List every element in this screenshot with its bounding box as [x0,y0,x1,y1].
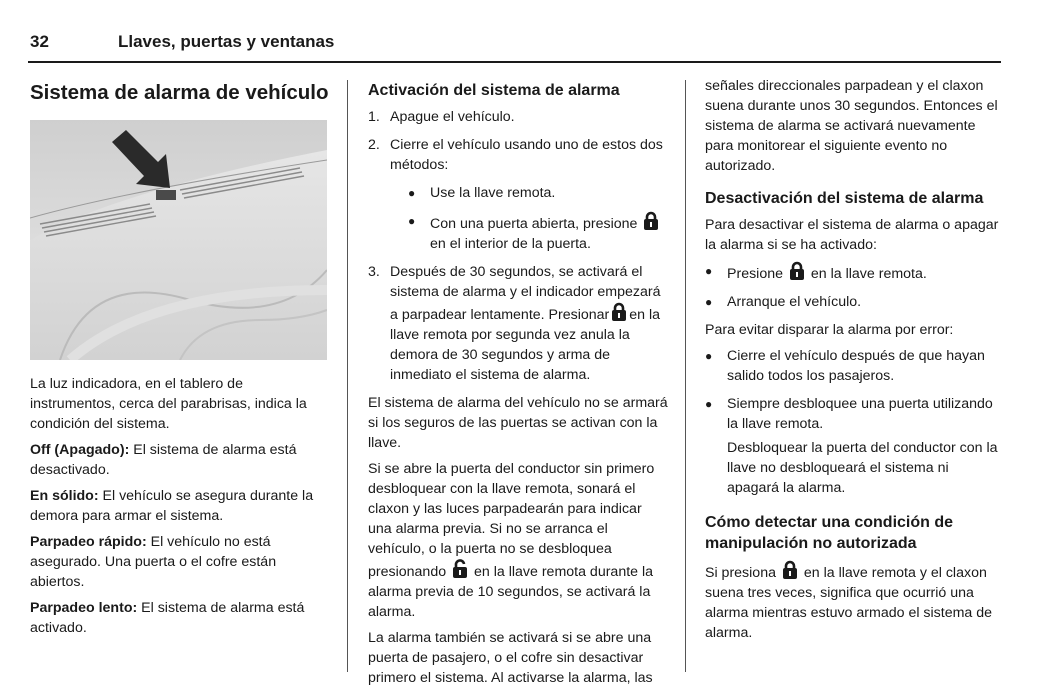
list-item: ● Siempre desbloquee una puerta utilizando la llave remota. [705,396,993,432]
dashboard-photo [30,120,327,360]
lock-icon [782,560,798,580]
alarm-indicator-light [156,190,176,200]
paragraph: Para desactivar el sistema de alarma o apagar la alarma si se ha activado: [705,217,999,253]
column-divider [685,80,686,672]
column-divider [347,80,348,672]
lock-icon [789,261,805,281]
section-heading: Desactivación del sistema de alarma [705,190,984,207]
lock-icon [611,302,627,322]
paragraph: Si presiona en la llave remota y el claxon suena tres veces, significa que ocurrió una alarma mientras estuvo armado el sistema de alarma. [705,560,1003,643]
page-number: 32 [30,32,49,51]
unlock-icon [452,559,468,579]
indicator-state: Off (Apagado): El sistema de alarma está desactivado. [30,442,297,478]
list-item: ● Use la llave remota. [408,185,556,201]
lock-icon [643,211,659,231]
photo-caption: La luz indicadora, en el tablero de instrumentos, cerca del parabrisas, indica la condición del sistema. [30,376,307,432]
paragraph: La alarma también se activará si se abre una puerta de pasajero, o el cofre sin desactivar primero el sistema. Al activarse la alarma, las [368,630,653,686]
list-item: 2. Cierre el vehículo usando uno de estos dos métodos: [368,137,663,173]
paragraph: Si se abre la puerta del conductor sin primero desbloquear con la llave remota, sonará el claxon y las luces parpadearán para indicar una alarma previa. Si no se arranca el vehículo, o la puerta no se desbloquea presionando en la llave remota durante la alarma previa de 10 segundos, se activará la alarma. [368,461,655,620]
list-item: ● Con una puerta abierta, presione en el interior de la puerta. [368,211,668,254]
column-1 [30,76,330,644]
list-item: ● Presione en la llave remota. [705,261,1003,284]
indicator-state: En sólido: El vehículo se asegura durante la demora para armar el sistema. [30,488,314,524]
section-heading: Sistema de alarma de vehículo [30,81,329,104]
header-rule [28,61,1001,63]
steps-list [368,107,668,385]
column-3 [705,76,1003,649]
indicator-state: Parpadeo rápido: El vehículo no está asegurado. Una puerta o el cofre están abiertos. [30,534,277,590]
indicator-state: Parpadeo lento: El sistema de alarma está activado. [30,600,305,636]
section-heading: Activación del sistema de alarma [368,82,620,99]
paragraph: Para evitar disparar la alarma por error: [705,322,954,338]
chapter-title: Llaves, puertas y ventanas [118,32,335,51]
list-item: ● Arranque el vehículo. [705,294,862,310]
list-item: ● Cierre el vehículo después de que hayan salido todos los pasajeros. [705,348,985,384]
column-2 [368,76,668,694]
list-item: 3. Después de 30 segundos, se activará el sistema de alarma y el indicador empezará a parpadear lentamente. Presionar en la llave remota por segunda vez anula la demora de 30 segundos y arma de inmediato el sistema de alarma. [368,264,661,383]
list-item: 1. Apague el vehículo. [368,109,515,125]
paragraph: El sistema de alarma del vehículo no se armará si los seguros de las puertas se activan con la llave. [368,395,668,451]
section-heading: Cómo detectar una condición de manipulación no autorizada [705,514,954,552]
paragraph: Desbloquear la puerta del conductor con la llave no desbloqueará el sistema ni apagará la alarma. [727,440,998,496]
paragraph: señales direccionales parpadean y el claxon suena durante unos 30 segundos. Entonces el sistema de alarma se activará nuevamente para monitorear el siguiente evento no autorizado. [705,78,998,174]
